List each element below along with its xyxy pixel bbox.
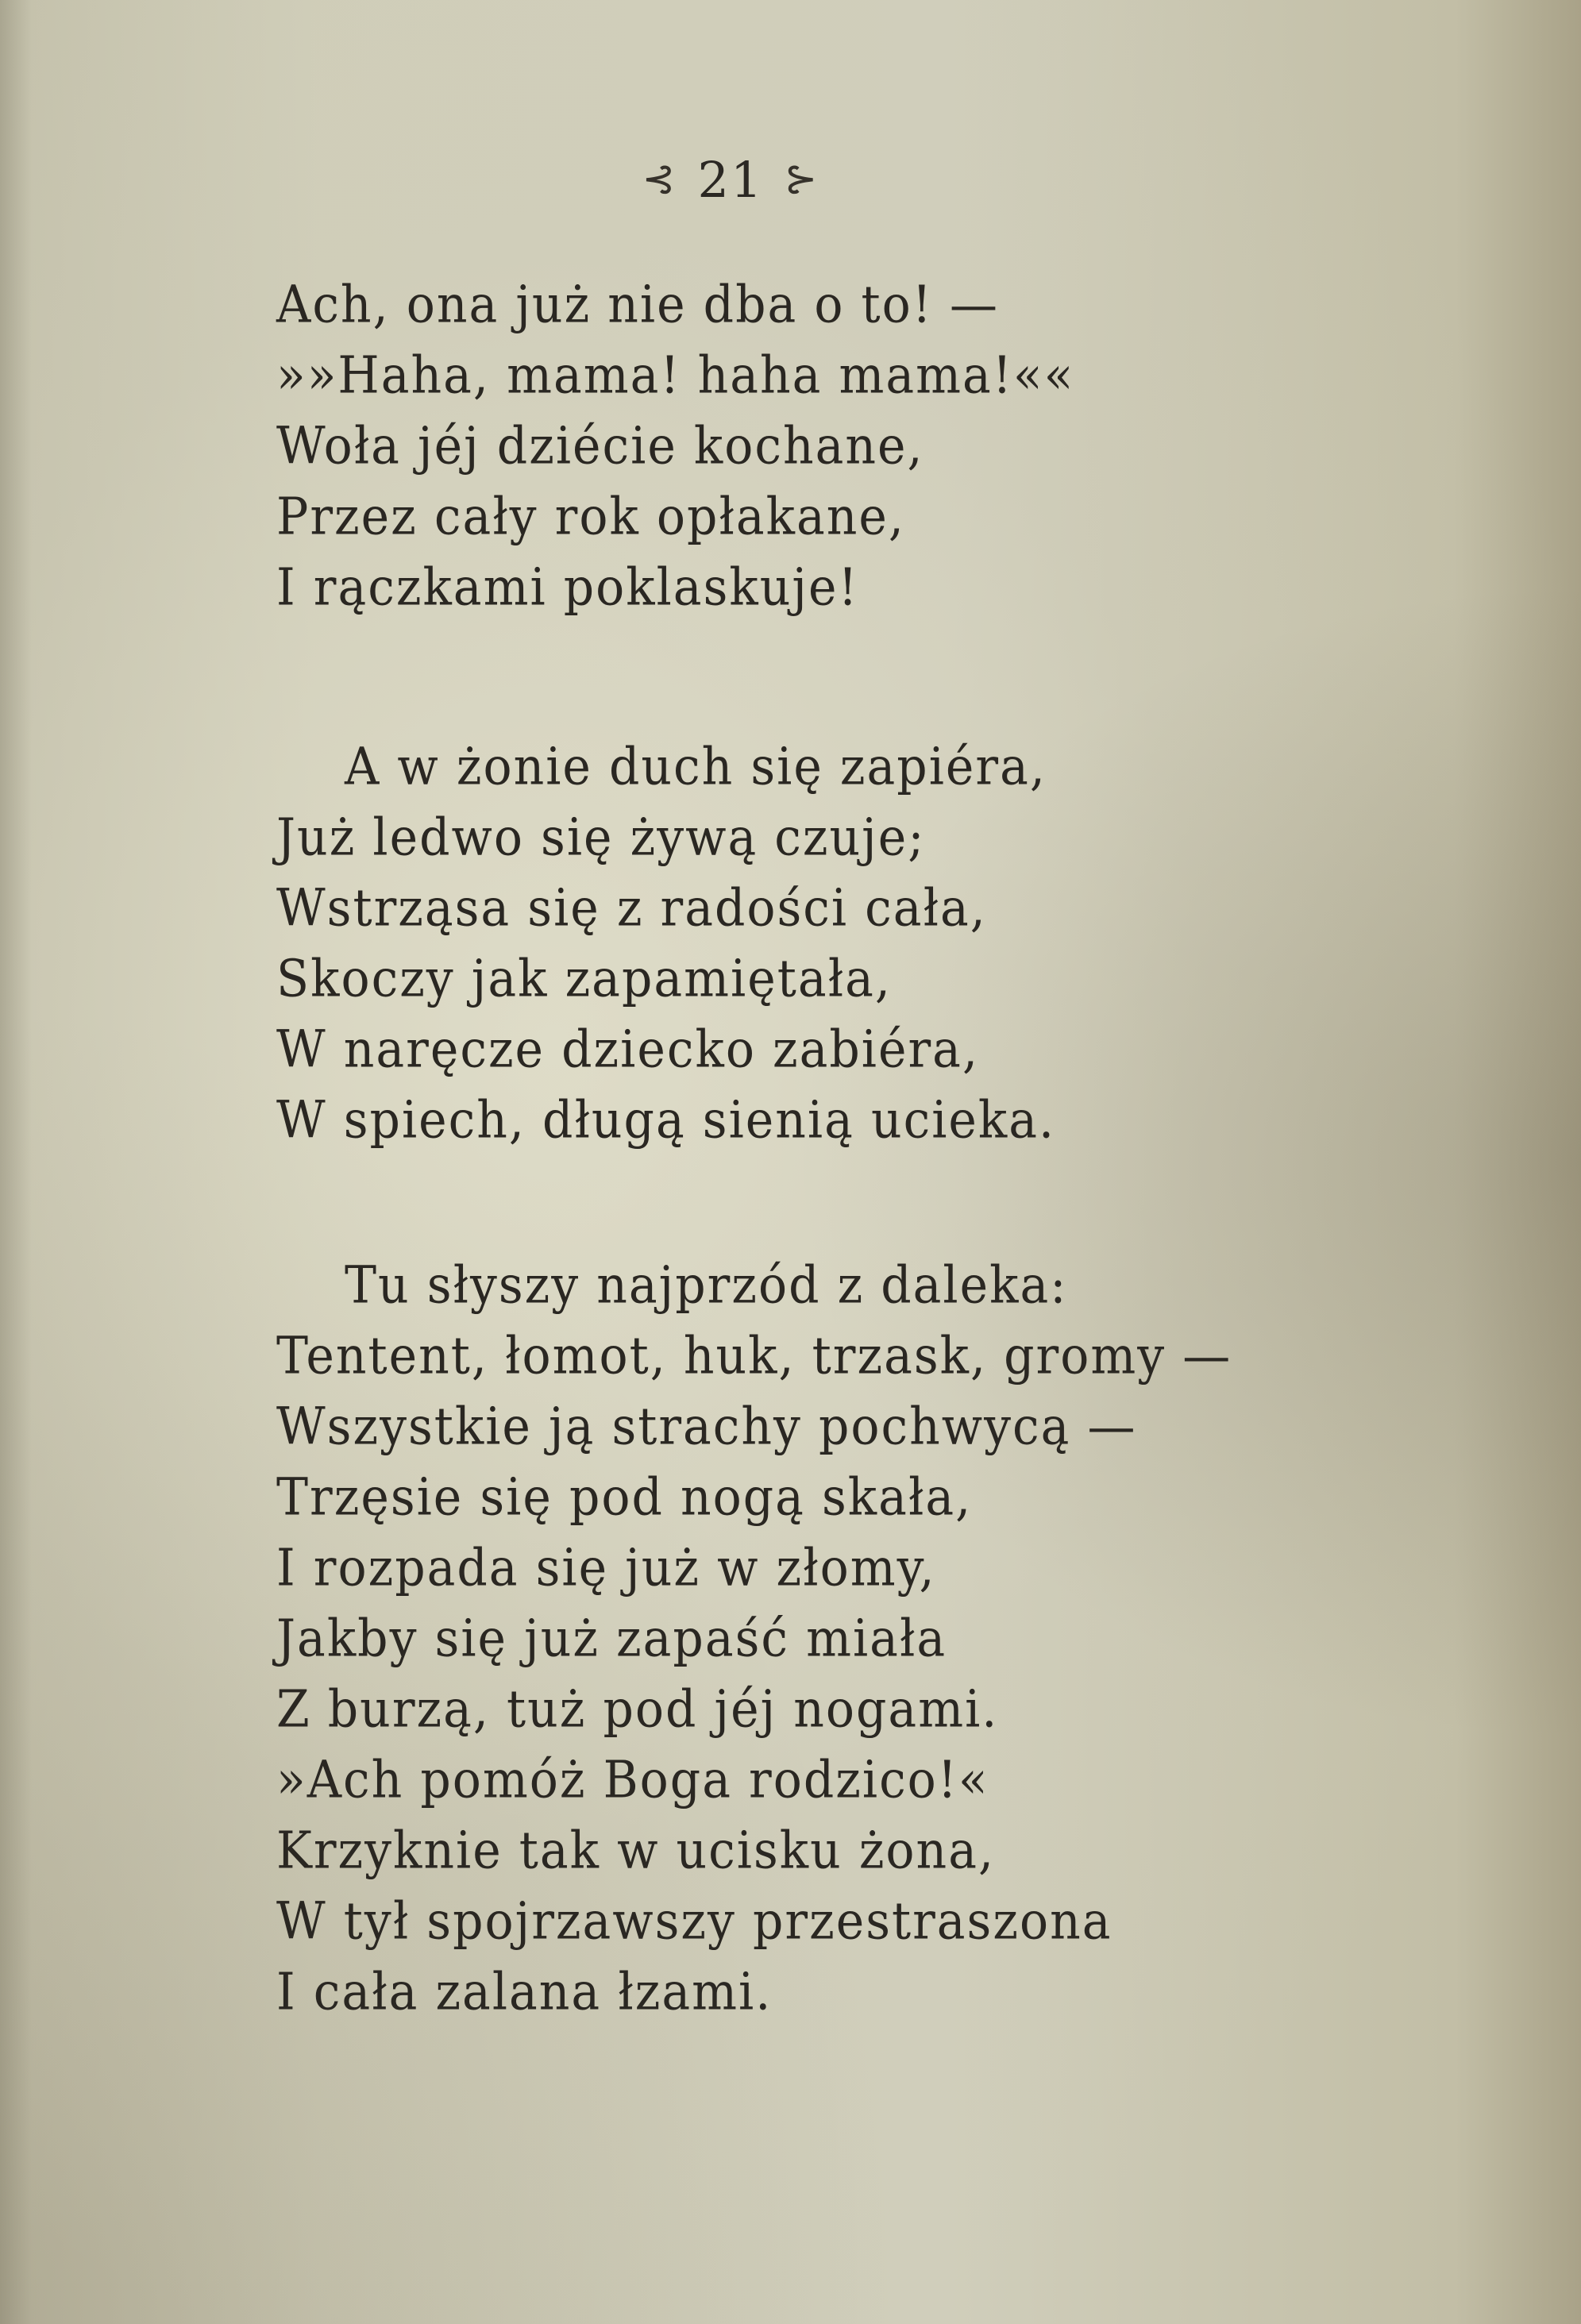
- verse-line: »»Haha, mama! haha mama!««: [276, 345, 1075, 406]
- verse-line: Tentent, łomot, huk, trzask, gromy —: [276, 1326, 1232, 1386]
- verse-line: Wstrząsa się z radości cała,: [276, 878, 987, 938]
- verse-line: W naręcze dziecko zabiéra,: [276, 1019, 980, 1080]
- gutter-shadow: [0, 0, 32, 2324]
- verse-line: I rozpada się już w złomy,: [276, 1538, 936, 1598]
- verse-line: Tu słyszy najprzód z daleka:: [345, 1255, 1068, 1316]
- verse-line: Ach, ona już nie dba o to! —: [276, 275, 999, 335]
- page-number-header: [0, 151, 1461, 209]
- left-ornament-icon: ⊰: [642, 156, 677, 202]
- verse-line: Woła jéj dziécie kochane,: [276, 416, 924, 476]
- stanza-1: [276, 270, 1309, 623]
- stanza-3: [276, 1251, 1309, 2028]
- verse-line: Trzęsie się pod nogą skała,: [276, 1467, 973, 1528]
- verse-line: Już ledwo się żywą czuje;: [276, 807, 926, 868]
- verse-line: Krzyknie tak w ucisku żona,: [276, 1821, 996, 1881]
- verse-line: Z burzą, tuż pod jéj nogami.: [276, 1679, 999, 1740]
- stanza-2: [276, 732, 1309, 1156]
- verse-line: I rączkami poklaskuje!: [276, 557, 859, 618]
- page-number: 21: [697, 151, 764, 209]
- verse-line: Skoczy jak zapamiętała,: [276, 949, 892, 1009]
- verse-line: W spiech, długą sienią ucieka.: [276, 1090, 1056, 1150]
- verse-line: I cała zalana łzami.: [276, 1962, 773, 2022]
- poem-text: [276, 270, 1309, 2028]
- verse-line: A w żonie duch się zapiéra,: [345, 737, 1047, 797]
- verse-line: W tył spojrzawszy przestraszona: [276, 1891, 1112, 1952]
- verse-line: Jakby się już zapaść miała: [276, 1609, 947, 1669]
- right-ornament-icon: ⊱: [784, 156, 819, 202]
- verse-line: Przez cały rok opłakane,: [276, 487, 905, 547]
- verse-line: »Ach pomóż Boga rodzico!«: [276, 1750, 989, 1810]
- verse-line: Wszystkie ją strachy pochwycą —: [276, 1397, 1137, 1457]
